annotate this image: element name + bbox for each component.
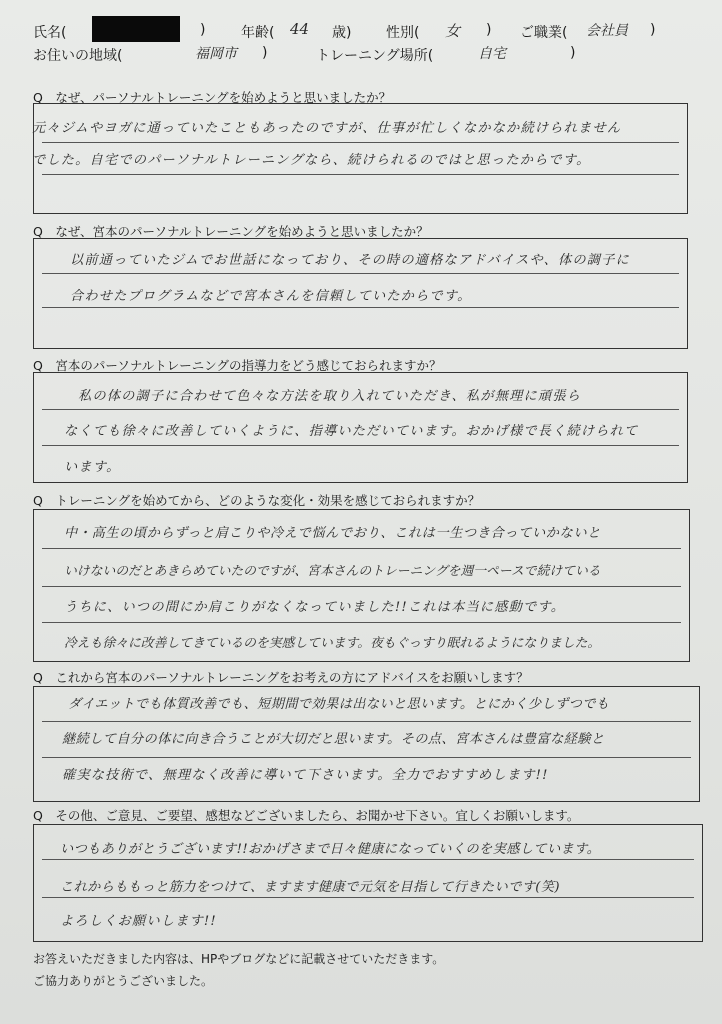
answer-5-line-2: 継続して自分の体に向き合うことが大切だと思います。その点、宮本さんは豊富な経験と [62,732,605,747]
job-value: 会社員 [586,23,628,39]
gender-label: 性別( [386,25,420,41]
region-close: ) [262,45,268,61]
name-close: ) [200,22,206,38]
place-value: 自宅 [478,46,506,62]
answer-4-line-1: 中・高生の頃からずっと肩こりや冷えで悩んでおり、これは一生つき合っていかないと [64,526,601,541]
footer-notice: お答えいただきました内容は、HPやブログなどに記載させていただきます。 [33,952,445,966]
answer-3-line-3: います。 [64,460,121,475]
answer-6-line-1: いつもありがとうございます!!おかげさまで日々健康になっていくのを実感しています。 [60,842,601,857]
name-label: 氏名( [33,25,67,41]
gender-value: 女 [445,22,461,40]
redacted-name [92,16,180,42]
job-label: ご職業( [520,25,568,41]
age-label: 年齢( [241,25,275,41]
answer-5-line-3: 確実な技術で、無理なく改善に導いて下さいます。全力でおすすめします!! [62,768,549,783]
answer-6-line-2: これからももっと筋力をつけて、ますます健康で元気を目指して行きたいです(笑) [60,880,560,895]
answer-1-line-2: でした。自宅でのパーソナルトレーニングなら、続けられるのではと思ったからです。 [32,153,591,168]
question-2: Q なぜ、宮本のパーソナルトレーニングを始めようと思いましたか？ [33,224,429,239]
answer-2-line-2: 合わせたプログラムなどで宮本さんを信頼していたからです。 [70,289,472,304]
answer-4-line-2: いけないのだとあきらめていたのですが、宮本さんのトレーニングを週一ペースで続けている [64,564,601,579]
age-unit: 歳) [332,25,352,41]
question-6: Q その他、ご意見、ご要望、感想などございましたら、お聞かせ下さい。宜しくお願いします。 [33,808,580,823]
question-5: Q これから宮本のパーソナルトレーニングをお考えの方にアドバイスをお願いします？ [33,670,529,685]
question-4: Q トレーニングを始めてから、どのような変化・効果を感じておられますか？ [33,493,481,508]
answer-3-line-2: なくても徐々に改善していくように、指導いただいています。おかげ様で長く続けられて [64,424,639,439]
place-close: ) [570,45,576,61]
answer-5-line-1: ダイエットでも体質改善でも、短期間で効果は出ないと思います。とにかく少しずつでも [68,697,610,712]
job-close: ) [650,22,656,38]
answer-2-line-1: 以前通っていたジムでお世話になっており、その時の適格なアドバイスや、体の調子に [70,253,630,268]
question-1: Q なぜ、パーソナルトレーニングを始めようと思いましたか？ [33,90,392,105]
answer-6-line-3: よろしくお願いします!! [60,914,217,929]
region-label: お住いの地域( [33,48,123,64]
age-value: 44 [290,20,310,38]
answer-1-line-1: 元々ジムやヨガに通っていたこともあったのですが、仕事が忙しくなかなか続けられません [32,121,622,136]
region-value: 福岡市 [195,46,237,62]
question-3: Q 宮本のパーソナルトレーニングの指導力をどう感じておられますか？ [33,358,442,373]
answer-4-line-4: 冷えも徐々に改善してきているのを実感しています。夜もぐっすり眠れるようになりました。 [64,636,601,651]
footer-thanks: ご協力ありがとうございました。 [33,974,214,988]
answer-3-line-1: 私の体の調子に合わせて色々な方法を取り入れていただき、私が無理に頑張ら [78,389,582,404]
answer-4-line-3: うちに、いつの間にか肩こりがなくなっていました!!これは本当に感動です。 [64,600,566,615]
place-label: トレーニング場所( [316,48,434,64]
gender-close: ) [486,22,492,38]
